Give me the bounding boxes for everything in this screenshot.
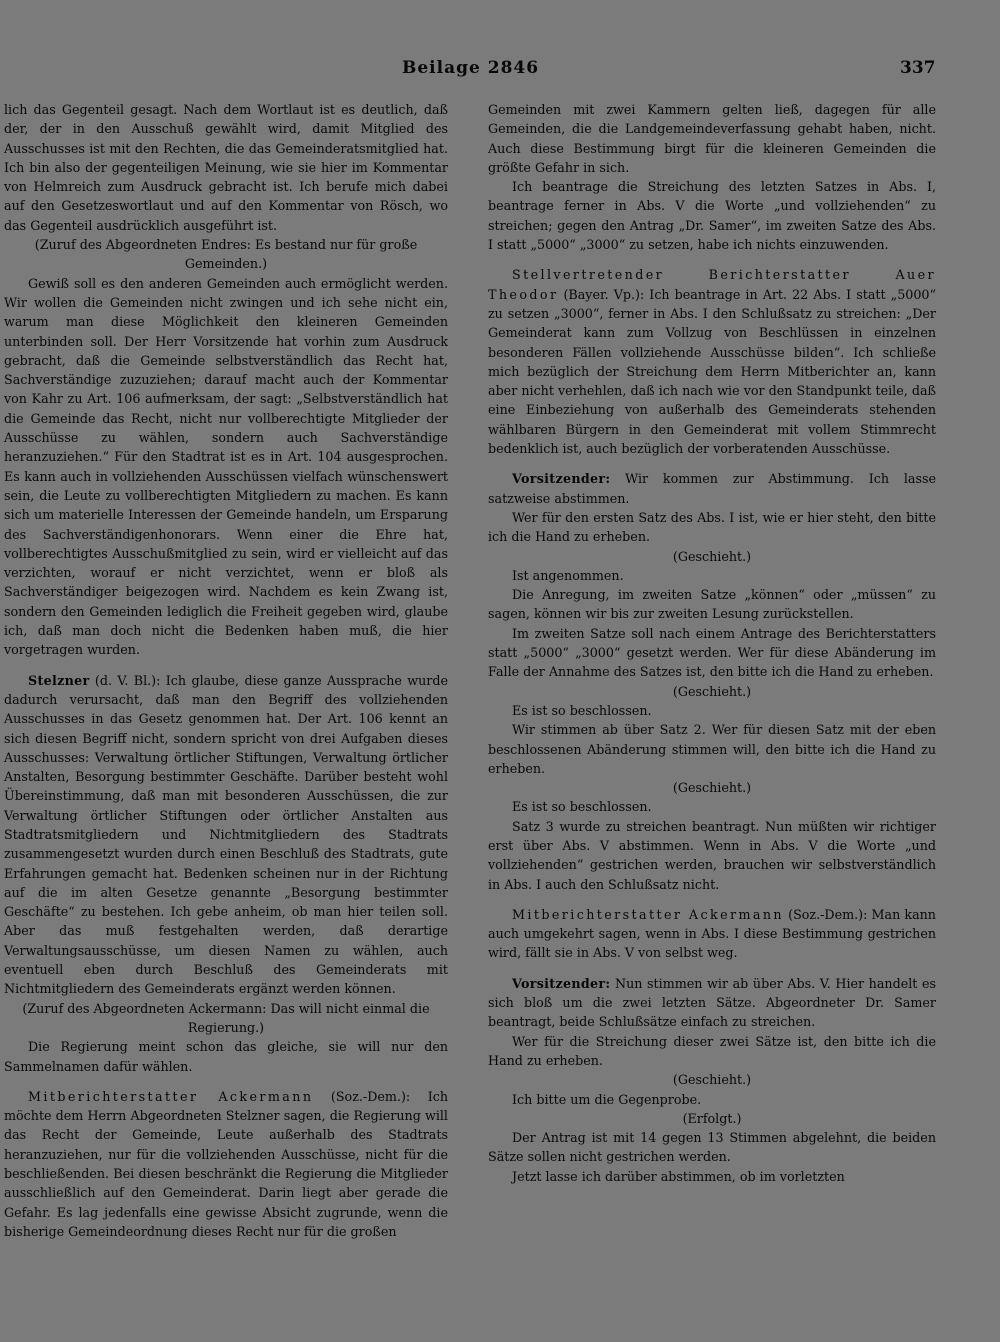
paragraph-spacer xyxy=(4,660,448,671)
paragraph-spacer xyxy=(488,254,936,265)
speech-paragraph xyxy=(488,974,936,1032)
body-paragraph: Ich beantrage die Streichung des letzten Satzes in Abs. I, beantrage ferner in Abs. V die Worte „und vollziehenden“ zu streichen; gegen den Antrag „Dr. Samer“, im zweiten Satze des Abs. I statt „5000“ „3000“ zu setzen, habe ich nichts einzuwenden. xyxy=(488,179,936,253)
body-paragraph: lich das Gegenteil gesagt. Nach dem Wortlaut ist es deutlich, daß der, der in den Ausschuß gewählt wird, damit Mitglied des Ausschusses ist mit den Rechten, die das Gemeinderatsmitglied hat. Ich bin also der gegenteiligen Meinung, wie sie hier im Kommentar von Helmreich zum Ausdruck gebracht ist. Ich berufe mich dabei auf den Gesetzeswortlaut und auf den Kommentar von Rösch, wo das Gegenteil ausdrücklich ausgeführt ist. xyxy=(4,102,448,233)
body-paragraph: Gewiß soll es den anderen Gemeinden auch ermöglicht werden. Wir wollen die Gemeinden nicht zwingen und ich sehe nicht ein, warum man diese Möglichkeit den kleineren Gemeinden unterbinden soll. Der Herr Vorsitzende hat vorhin zum Ausdruck gebracht, daß die Gemeinde selbstverständlich das Recht hat, Sachverständige zuzuziehen; darauf macht auch der Kommentar von Kahr zu Art. 106 aufmerksam, der sagt: „Selbstverständlich hat die Gemeinde das Recht, nicht nur vollberechtigte Mitglieder der Ausschüsse zu wählen, sondern auch Sachverständige heranzuziehen.“ Für den Stadtrat ist es in Art. 104 ausgesprochen. Es kann auch in vollziehenden Ausschüssen vielfach wünschenswert sein, die Leute zu vollberechtigten Mitgliedern zu machen. Es kann sich um materielle Interessen der Gemeinde handeln, um Ersparung des Sachverständigenhonorars. Wenn einer die Ehre hat, vollberechtigtes Ausschußmitglied zu sein, wird er vielleicht auf das verzichten, worauf er nicht verzichtet, wenn er bloß als Sachverständiger beigezogen wird. Nachdem es kein Zwang ist, sondern den Gemeinden lediglich die Freiheit gegeben wird, glaube ich, daß man doch nicht die Bedenken haben muß, die hier vorgetragen wurden. xyxy=(4,275,448,658)
paragraph-spacer xyxy=(488,894,936,905)
body-paragraph: Wir stimmen ab über Satz 2. Wer für diesen Satz mit der eben beschlossenen Abänderung stimmen will, den bitte ich die Hand zu erheben. xyxy=(488,722,936,776)
procedural-note: (Geschieht.) xyxy=(672,683,752,699)
procedural-note: (Erfolgt.) xyxy=(682,1110,742,1126)
body-paragraph: Im zweiten Satze soll nach einem Antrage des Berichterstatters statt „5000“ „3000“ gesetzt werden. Wer für diese Abänderung im Falle der Annahme des Satzes ist, den bitte ich die Hand zu erheben. xyxy=(488,625,936,680)
speech-paragraph xyxy=(488,469,936,508)
speech-text: (Soz.-Dem.): Ich möchte dem Herrn Abgeordneten Stelzner sagen, die Regierung will das Recht der Gemeinde, Leute außerhalb des Stadtrats heranzuziehen, nur für die vollziehenden Ausschüsse, nicht für die beschließenden. Bei diesen beschränkt die Regierung die Mitglieder ausschließlich auf den Gemeinderat. Darin liegt aber gerade die Gefahr. Es lag jedenfalls eine gewisse Absicht zugrunde, wenn die bisherige Gemeindeordnung dieses Recht nur für die großen xyxy=(4,1088,448,1239)
paragraph-spacer xyxy=(488,458,936,469)
body-paragraph: Wer für den ersten Satz des Abs. I ist, wie er hier steht, den bitte ich die Hand zu erheben. xyxy=(488,509,936,545)
left-column xyxy=(4,100,448,1241)
speech-text: Nun stimmen wir ab über Abs. V. Hier handelt es sich bloß um die zwei letzten Sätze. Abgeordneter Dr. Samer beantragt, beide Schlußsätze einfach zu streichen. xyxy=(488,975,936,1030)
interjection: (Zuruf des Abgeordneten Endres: Es bestand nur für große Gemeinden.) xyxy=(34,237,418,272)
speaker-name: Mitberichterstatter Ackermann xyxy=(28,1088,314,1104)
body-paragraph: Die Anregung, im zweiten Satze „können“ oder „müssen“ zu sagen, können wir bis zur zweiten Lesung zurückstellen. xyxy=(488,587,936,622)
speaker-name: Vorsitzender: xyxy=(512,471,611,487)
speech-paragraph xyxy=(488,265,936,458)
speech-text: Wir kommen zur Abstimmung. Ich lasse satzweise abstimmen. xyxy=(488,471,936,506)
speech-text: (Bayer. Vp.): Ich beantrage in Art. 22 Abs. I statt „5000“ zu setzen „3000“, ferner in Abs. I den Schlußsatz zu streichen: „Der Gemeinderat kann zum Vollzug von Beschlüssen in einzelnen besonderen Fällen vollziehende Ausschüsse bilden“. Ich schließe mich bezüglich der Streichung dem Herrn Mitberichter an, kann aber nicht verhehlen, daß ich nach wie vor den Standpunkt teile, daß eine Einbeziehung von außerhalb des Gemeinderats stehenden wählbaren Bürgern in den Gemeinderat mit vollem Stimmrecht bedenklich ist, auch bezüglich der vorberatenden Ausschüsse. xyxy=(488,286,936,457)
speaker-name: Vorsitzender: xyxy=(512,975,611,991)
right-column xyxy=(488,100,936,1186)
body-paragraph: Es ist so beschlossen. xyxy=(512,799,652,815)
speaker-name: Mitberichterstatter Ackermann xyxy=(512,906,784,922)
procedural-note: (Geschieht.) xyxy=(672,548,752,564)
speech-paragraph xyxy=(488,905,936,963)
body-paragraph: Wer für die Streichung dieser zwei Sätze ist, den bitte ich die Hand zu erheben. xyxy=(488,1033,936,1068)
speech-paragraph xyxy=(4,1087,448,1241)
body-paragraph: Der Antrag ist mit 14 gegen 13 Stimmen abgelehnt, die beiden Sätze sollen nicht gestrichen werden. xyxy=(488,1130,936,1165)
speaker-name: Stellvertretender Berichterstatter Auer Theodor xyxy=(488,267,936,302)
interjection: (Zuruf des Abgeordneten Ackermann: Das will nicht einmal die Regierung.) xyxy=(22,1000,430,1035)
body-paragraph: Satz 3 wurde zu streichen beantragt. Nun müßten wir richtiger erst über Abs. V abstimmen. Wenn in Abs. V die Worte „und vollziehenden“ gestrichen werden, brauchen wir selbstverständlich in Abs. I auch den Schlußsatz nicht. xyxy=(488,818,936,892)
procedural-note: (Geschieht.) xyxy=(672,780,752,796)
speech-text: (d. V. Bl.): Ich glaube, diese ganze Aussprache wurde dadurch verursacht, daß man den Begriff des vollziehenden Ausschusses in das Gesetz genommen hat. Der Art. 106 kennt an sich diesen Begriff nicht, sondern spricht von drei Aufgaben dieses Ausschusses: Verwaltung örtlicher Stiftungen, Verwaltung örtlicher Anstalten, Besorgung bestimmter Geschäfte. Darüber besteht wohl Übereinstimmung, daß man mit besonderen Ausschüssen, die zur Verwaltung örtlicher Stiftungen oder örtlicher Anstalten aus Stadtratsmitgliedern und Nichtmitgliedern des Stadtrats zusammengesetzt wurden durch einen Beschluß des Stadtrats, gute Erfahrungen gemacht hat. Bedenken scheinen nur in der Richtung auf die im alten Gesetze genannte „Besorgung bestimmter Geschäfte“ zu bestehen. Ich gebe anheim, ob man hier teilen soll. Aber das muß festgehalten werden, daß derartige Verwaltungsausschüsse, um diesen Namen zu wählen, auch eventuell eben durch Beschluß des Gemeinderats mit Nichtmitgliedern des Gemeinderats ergänzt werden können. xyxy=(4,672,448,997)
paragraph-spacer xyxy=(4,1076,448,1087)
page-header xyxy=(0,58,1000,82)
page-title: Beilage 2846 xyxy=(402,58,540,78)
procedural-note: (Geschieht.) xyxy=(672,1072,752,1088)
page-number: 337 xyxy=(900,58,936,78)
body-paragraph: Ist angenommen. xyxy=(512,567,624,583)
body-paragraph: Jetzt lasse ich darüber abstimmen, ob im vorletzten xyxy=(512,1168,845,1184)
speech-paragraph xyxy=(4,671,448,999)
body-paragraph: Es ist so beschlossen. xyxy=(512,702,652,718)
body-paragraph: Die Regierung meint schon das gleiche, sie will nur den Sammelnamen dafür wählen. xyxy=(4,1039,448,1074)
body-paragraph: Ich bitte um die Gegenprobe. xyxy=(512,1091,702,1107)
speech-text: (Soz.-Dem.): Man kann auch umgekehrt sagen, wenn in Abs. I diese Bestimmung gestrichen wird, fällt sie in Abs. V von selbst weg. xyxy=(488,906,936,961)
body-paragraph: Gemeinden mit zwei Kammern gelten ließ, dagegen für alle Gemeinden, die die Landgemeindeverfassung gehabt haben, nicht. Auch diese Bestimmung birgt für die kleineren Gemeinden die größte Gefahr in sich. xyxy=(488,102,936,175)
speaker-name: Stelzner xyxy=(28,672,90,688)
paragraph-spacer xyxy=(488,963,936,974)
